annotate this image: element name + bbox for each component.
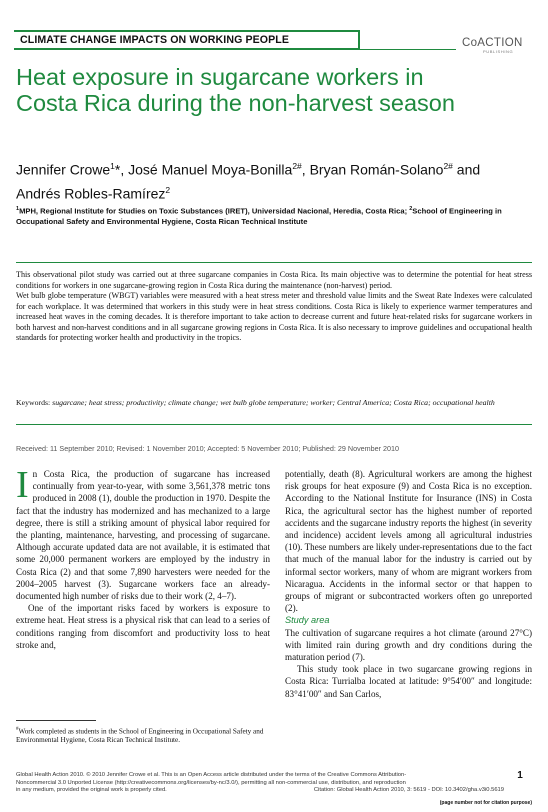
section-heading: Study area bbox=[285, 615, 330, 626]
footnote-rule bbox=[16, 720, 96, 721]
body-paragraph: One of the important risks faced by workers is exposure to extreme heat. Heat stress is a physical risk that can lead to a series of conditions ranging from discomfort and productivity loss to heat stroke and, bbox=[16, 603, 270, 650]
banner-divider bbox=[360, 49, 456, 50]
body-paragraph: This study took place in two sugarcane growing regions in Costa Rica: Turrialba located at latitude: 9°54′00″ and longitude: 83°41′00″ and San Carlos, bbox=[285, 664, 532, 699]
license-footer bbox=[16, 772, 504, 795]
abstract-paragraph: This observational pilot study was carried out at three sugarcane companies in Costa Rica. Its main objective was to determine the potential for heat stress conditions for workers in one sugarcane-growing region in Costa Rica during the maintenance (non-harvest) period. bbox=[16, 270, 532, 290]
footer-line-row bbox=[16, 787, 504, 795]
footer-line: Global Health Action 2010. © 2010 Jennifer Crowe et al. This is an Open Access article distributed under the terms of the Creative Commons Attribution- bbox=[16, 772, 407, 778]
author-affil-sup: 2 bbox=[165, 184, 171, 195]
publication-dates: Received: 11 September 2010; Revised: 1 November 2010; Accepted: 5 November 2010; Published: 29 November 2010 bbox=[16, 444, 400, 453]
author-name: José Manuel Moya-Bonilla bbox=[128, 161, 293, 178]
body-left-column bbox=[16, 464, 270, 651]
abstract-paragraph: Wet bulb globe temperature (WBGT) variables were measured with a heat stress meter and threshold value limits and the Sweat Rate Indexes were calculated for each workplace. It was determined that workers in this study were in heat stress conditions. Costa Rica is likely to experience warmer temperatures and increased heat waves in the coming decades. It is therefore important to take action to decrease current and future heat-related risks for sugarcane workers in both harvest and non-harvest conditions and in all sugarcane growing regions in Costa Rica. It is also necessary to improve guidelines and occupational health standards for protecting worker health and productivity in the tropics. bbox=[16, 291, 532, 342]
footer-line: in any medium, provided the original work is properly cited. bbox=[16, 787, 167, 793]
author-name: Andrés Robles-Ramírez bbox=[16, 185, 166, 202]
publisher-logo-sub: PUBLISHING bbox=[483, 49, 514, 54]
author-list bbox=[16, 156, 486, 203]
body-paragraph: n Costa Rica, the production of sugarcane has increased continually from year-to-year, with some 3,561,378 metric tons produced in 2008 (1), double the production in 1970. Despite the fact that the industry has modernized and has mechanized to a large degree, there is still a striking amount of physical labor required for the planting, maintenance, harvesting, and processing of sugarcane. Although accurate updated data are not available, it is estimated that some 20,000 permanent workers are employed by the industry in Costa Rica (2) and that some 7,890 harvesters were needed for the 2004–2005 harvest (3). Sugarcane workers face an already-documented high number of risks due to their work (2, 4–7). bbox=[16, 469, 270, 602]
footnote-text: Work completed as students in the School of Engineering in Occupational Safety and Environmental Hygiene, Costa Rican Technical Institute. bbox=[16, 727, 264, 745]
abstract-top-rule bbox=[16, 262, 532, 263]
author-separator: and bbox=[452, 161, 481, 178]
footer-line: Noncommercial 3.0 Unported License (http://creativecommons.org/licenses/by-nc/3.0/), permitting all non-commercial use, distribution, and reproduction bbox=[16, 779, 406, 786]
abstract bbox=[16, 270, 532, 344]
article-title: Heat exposure in sugarcane workers in Costa Rica during the non-harvest season bbox=[16, 64, 455, 116]
author-name: Jennifer Crowe bbox=[16, 161, 111, 178]
affil-sup: 2 bbox=[409, 206, 413, 212]
body-paragraph: potentially, death (8). Agricultural workers are among the highest risk groups for heat exposure (9) and Costa Rica is no exception. According to the National Institute for Insurance (INS) in Costa Rica, the agricultural sector has the highest number of reported accidents and the sugarcane industry reports the highest (in severity and incidence) accident levels among all agricultural industries (10). These numbers are likely under-representations due to the fact that much of the manual labor for the industry is carried out by informal sector workers, many of whom are migrant workers from Nicaragua. Accidents in the informal sector or that happen to groups of migrant or subcontracted workers often go unreported (2). bbox=[285, 469, 532, 614]
page-number-note: (page number not for citation purpose) bbox=[439, 800, 532, 806]
abstract-bottom-rule bbox=[16, 424, 532, 425]
citation-line: Citation: Global Health Action 2010, 3: 5619 - DOI: 10.3402/gha.v3i0.5619 bbox=[313, 787, 504, 793]
affiliation-text: School of Engineering in Occupational Safety and Environmental Hygiene, Costa Rican Technical Institute bbox=[16, 206, 502, 227]
body-paragraph: The cultivation of sugarcane requires a hot climate (around 27°C) with limited rain during growth and dry conditions during the maturation period (7). bbox=[285, 627, 532, 663]
author-affil-sup: 1 bbox=[110, 161, 115, 171]
page-number: 1 bbox=[517, 770, 523, 781]
affiliations bbox=[16, 204, 506, 228]
drop-cap: I bbox=[16, 464, 29, 506]
author-name: Bryan Román-Solano bbox=[309, 161, 444, 178]
author-affil-sup: 2# bbox=[443, 161, 453, 171]
affiliation-text: MPH, Regional Institute for Studies on Toxic Substances (IRET), Universidad Nacional, Heredia, Costa Rica; bbox=[19, 206, 410, 216]
section-label: CLIMATE CHANGE IMPACTS ON WORKING PEOPLE bbox=[20, 34, 290, 46]
author-separator: , bbox=[120, 161, 129, 178]
author-affil-sup: 2# bbox=[292, 161, 302, 171]
body-right-column bbox=[285, 468, 532, 700]
affil-sup: 1 bbox=[16, 206, 20, 212]
keywords-list: sugarcane; heat stress; productivity; climate change; wet bulb globe temperature; worker; Central America; Costa Rica; occupational health bbox=[52, 398, 495, 407]
corresponding-mark: * bbox=[114, 161, 121, 178]
author-separator: , bbox=[301, 161, 310, 178]
footnote-mark: # bbox=[16, 727, 19, 732]
footnote bbox=[16, 725, 270, 745]
publisher-logo: CoACTION bbox=[462, 37, 523, 49]
keywords-label: Keywords: bbox=[16, 398, 51, 407]
keywords bbox=[16, 398, 532, 409]
